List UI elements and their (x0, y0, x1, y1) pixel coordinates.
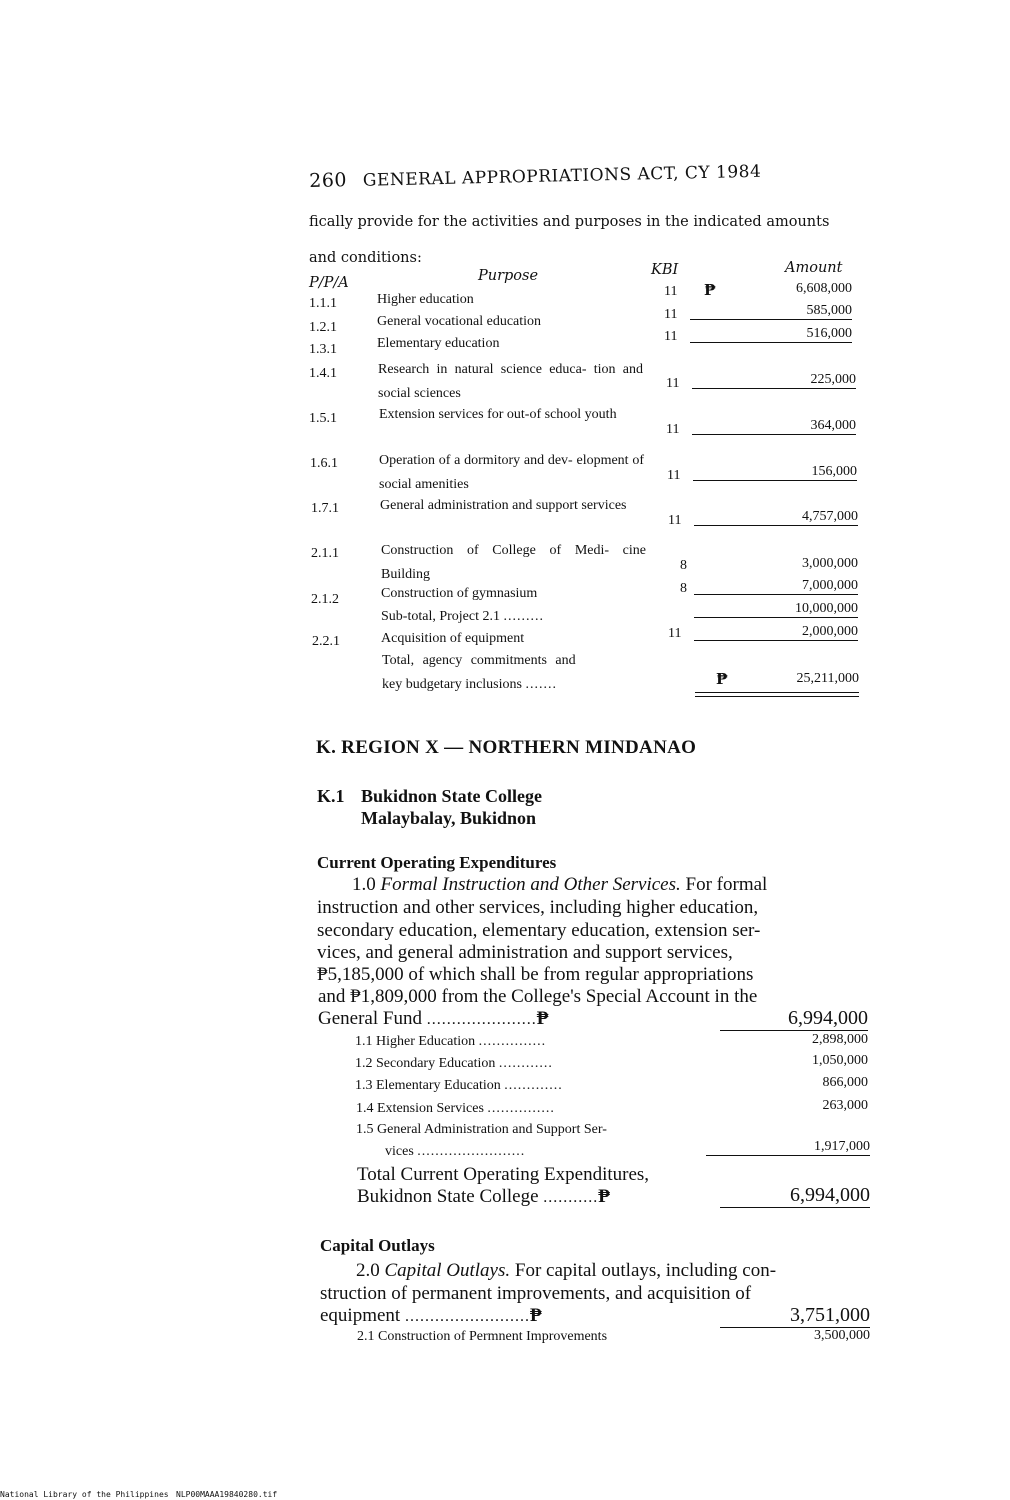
total-label-line-1: Total, agency commitments and (382, 653, 576, 668)
table-row-kbi: 11 (667, 468, 681, 483)
table-row-purpose: General administration and support services (380, 498, 627, 513)
capital-item-amount: 3,500,000 (814, 1328, 870, 1343)
current-item-amount: 2,898,000 (812, 1032, 868, 1047)
table-row-kbi: 11 (666, 376, 680, 391)
current-para-first-line (352, 873, 767, 896)
capital-item-label: 2.1 Construction of Permnent Improvements (357, 1329, 608, 1344)
intro-line-1: fically provide for the activities and purposes in the indicated amounts (309, 214, 830, 230)
current-item-label: 1.5 General Administration and Support Ser- (356, 1122, 607, 1137)
table-row-purpose: Operation of a dormitory and dev- elopment of social amenities (379, 453, 644, 492)
table-row-amount: 585,000 (690, 303, 852, 320)
current-last-line: General Fund ......................₱ (318, 1008, 549, 1029)
table-row-purpose: Research in natural science educa- tion and social sciences (378, 362, 643, 401)
table-row-purpose: Construction of gymnasium (381, 586, 538, 601)
agency-name: Bukidnon State College (361, 786, 543, 806)
table-row-purpose: General vocational education (377, 314, 542, 329)
table-row-ppa: 1.5.1 (309, 411, 337, 426)
table-row-purpose: Elementary education (377, 336, 500, 351)
col-amount-header: Amount (785, 260, 843, 276)
total-label-line-2: key budgetary inclusions ....... (382, 677, 557, 692)
table-row-ppa: 1.6.1 (310, 456, 338, 471)
current-total-amount: 6,994,000 (720, 1184, 870, 1208)
intro-line-2: and conditions: (309, 250, 422, 266)
table-row-kbi: 11 (666, 422, 680, 437)
col-ppa-header: P/P/A (309, 275, 349, 291)
table-row-kbi: 11 (668, 513, 682, 528)
current-heading: Current Operating Expenditures (317, 853, 557, 872)
capital-title: Capital Outlays. (384, 1260, 511, 1281)
capital-line: For capital outlays, including con- (514, 1260, 777, 1281)
total-amount: 25,211,000 (796, 671, 859, 686)
current-line: and ₱1,809,000 from the College's Special Account in the (318, 986, 758, 1007)
capital-number: 2.0 (356, 1260, 380, 1281)
peso-sign: ₱ (716, 670, 728, 688)
table-row-ppa: 2.1.1 (311, 546, 339, 561)
capital-para-first-line (356, 1259, 776, 1282)
current-total-label-line-1: Total Current Operating Expenditures, (357, 1164, 650, 1185)
current-item-amount: 866,000 (822, 1075, 868, 1090)
current-item-label: 1.4 Extension Services ............... (356, 1101, 555, 1116)
double-underline (695, 692, 859, 697)
table-row-ppa: 2.2.1 (312, 634, 340, 649)
table-row-ppa: 1.1.1 (309, 296, 337, 311)
current-item-amount: 1,050,000 (812, 1053, 868, 1068)
current-line: instruction and other services, including higher education, (317, 897, 759, 918)
current-item-label-cont: vices ........................ (385, 1144, 526, 1159)
capital-amount: 3,751,000 (720, 1304, 870, 1328)
current-item-label: 1.2 Secondary Education ............ (355, 1056, 553, 1071)
table-row-kbi: 8 (680, 558, 687, 573)
current-title: Formal Instruction and Other Services. (380, 874, 681, 895)
current-line: ₱5,185,000 of which shall be from regular appropriations (317, 964, 754, 985)
table-row-purpose: Extension services for out-of school youth (379, 407, 617, 422)
region-title: K. REGION X — NORTHERN MINDANAO (316, 737, 697, 758)
peso-sign: ₱ (704, 281, 716, 299)
table-row-ppa: 1.3.1 (309, 342, 337, 357)
table-row-purpose: Higher education (377, 292, 474, 307)
current-item-amount: 1,917,000 (706, 1139, 870, 1156)
col-kbi-header: KBI (651, 262, 679, 278)
table-row-kbi: 8 (680, 581, 687, 596)
table-row-purpose: Construction of College of Medi- cine Building (381, 543, 646, 582)
table-row-ppa: 1.2.1 (309, 320, 337, 335)
table-row-amount: 7,000,000 (694, 578, 858, 595)
page-title: GENERAL APPROPRIATIONS ACT, CY 1984 (362, 161, 762, 191)
table-row-amount: 4,757,000 (694, 509, 858, 526)
table-row-ppa: 1.4.1 (309, 366, 337, 381)
current-item-label: 1.3 Elementary Education ............. (355, 1078, 563, 1093)
page-number: 260 (309, 169, 348, 192)
page-header (309, 160, 762, 192)
capital-heading: Capital Outlays (320, 1236, 435, 1255)
current-total-label-line-2: Bukidnon State College ...........₱ (357, 1186, 610, 1207)
col-purpose-header: Purpose (478, 268, 539, 284)
current-line: For formal (685, 874, 768, 895)
table-row-amount: 364,000 (692, 418, 856, 435)
table-row-kbi: 11 (664, 307, 678, 322)
current-item-label: 1.1 Higher Education ............... (355, 1034, 547, 1049)
table-row-amount: 2,000,000 (694, 624, 858, 641)
table-row-ppa: 1.7.1 (311, 501, 339, 516)
table-row-amount: 225,000 (692, 372, 856, 389)
subtotal-amount: 10,000,000 (694, 601, 858, 618)
footer-library: National Library of the Philippines (0, 1490, 169, 1499)
footer-filename: NLP00MAAA19840280.tif (176, 1490, 278, 1499)
table-row-purpose: Acquisition of equipment (381, 631, 525, 646)
current-line: secondary education, elementary education, extension ser- (317, 920, 761, 941)
table-row-amount: 156,000 (693, 464, 857, 481)
agency-code: K.1 (317, 786, 345, 806)
table-row-kbi: 11 (668, 626, 682, 641)
table-row-kbi: 11 (664, 284, 678, 299)
subtotal-label: Sub-total, Project 2.1 ......... (381, 609, 544, 624)
capital-last-line: equipment .........................₱ (320, 1305, 542, 1326)
table-row-kbi: 11 (664, 329, 678, 344)
table-row-amount: 516,000 (690, 326, 852, 343)
current-line: vices, and general administration and support services, (317, 942, 733, 963)
capital-line: struction of permanent improvements, and acquisition of (320, 1283, 752, 1304)
table-row-amount: 6,608,000 (796, 281, 852, 296)
current-number: 1.0 (352, 874, 376, 895)
agency-location: Malaybalay, Bukidnon (361, 808, 537, 828)
table-row-amount: 3,000,000 (802, 556, 858, 571)
table-row-ppa: 2.1.2 (311, 592, 339, 607)
current-amount: 6,994,000 (720, 1007, 868, 1031)
current-item-amount: 263,000 (822, 1098, 868, 1113)
